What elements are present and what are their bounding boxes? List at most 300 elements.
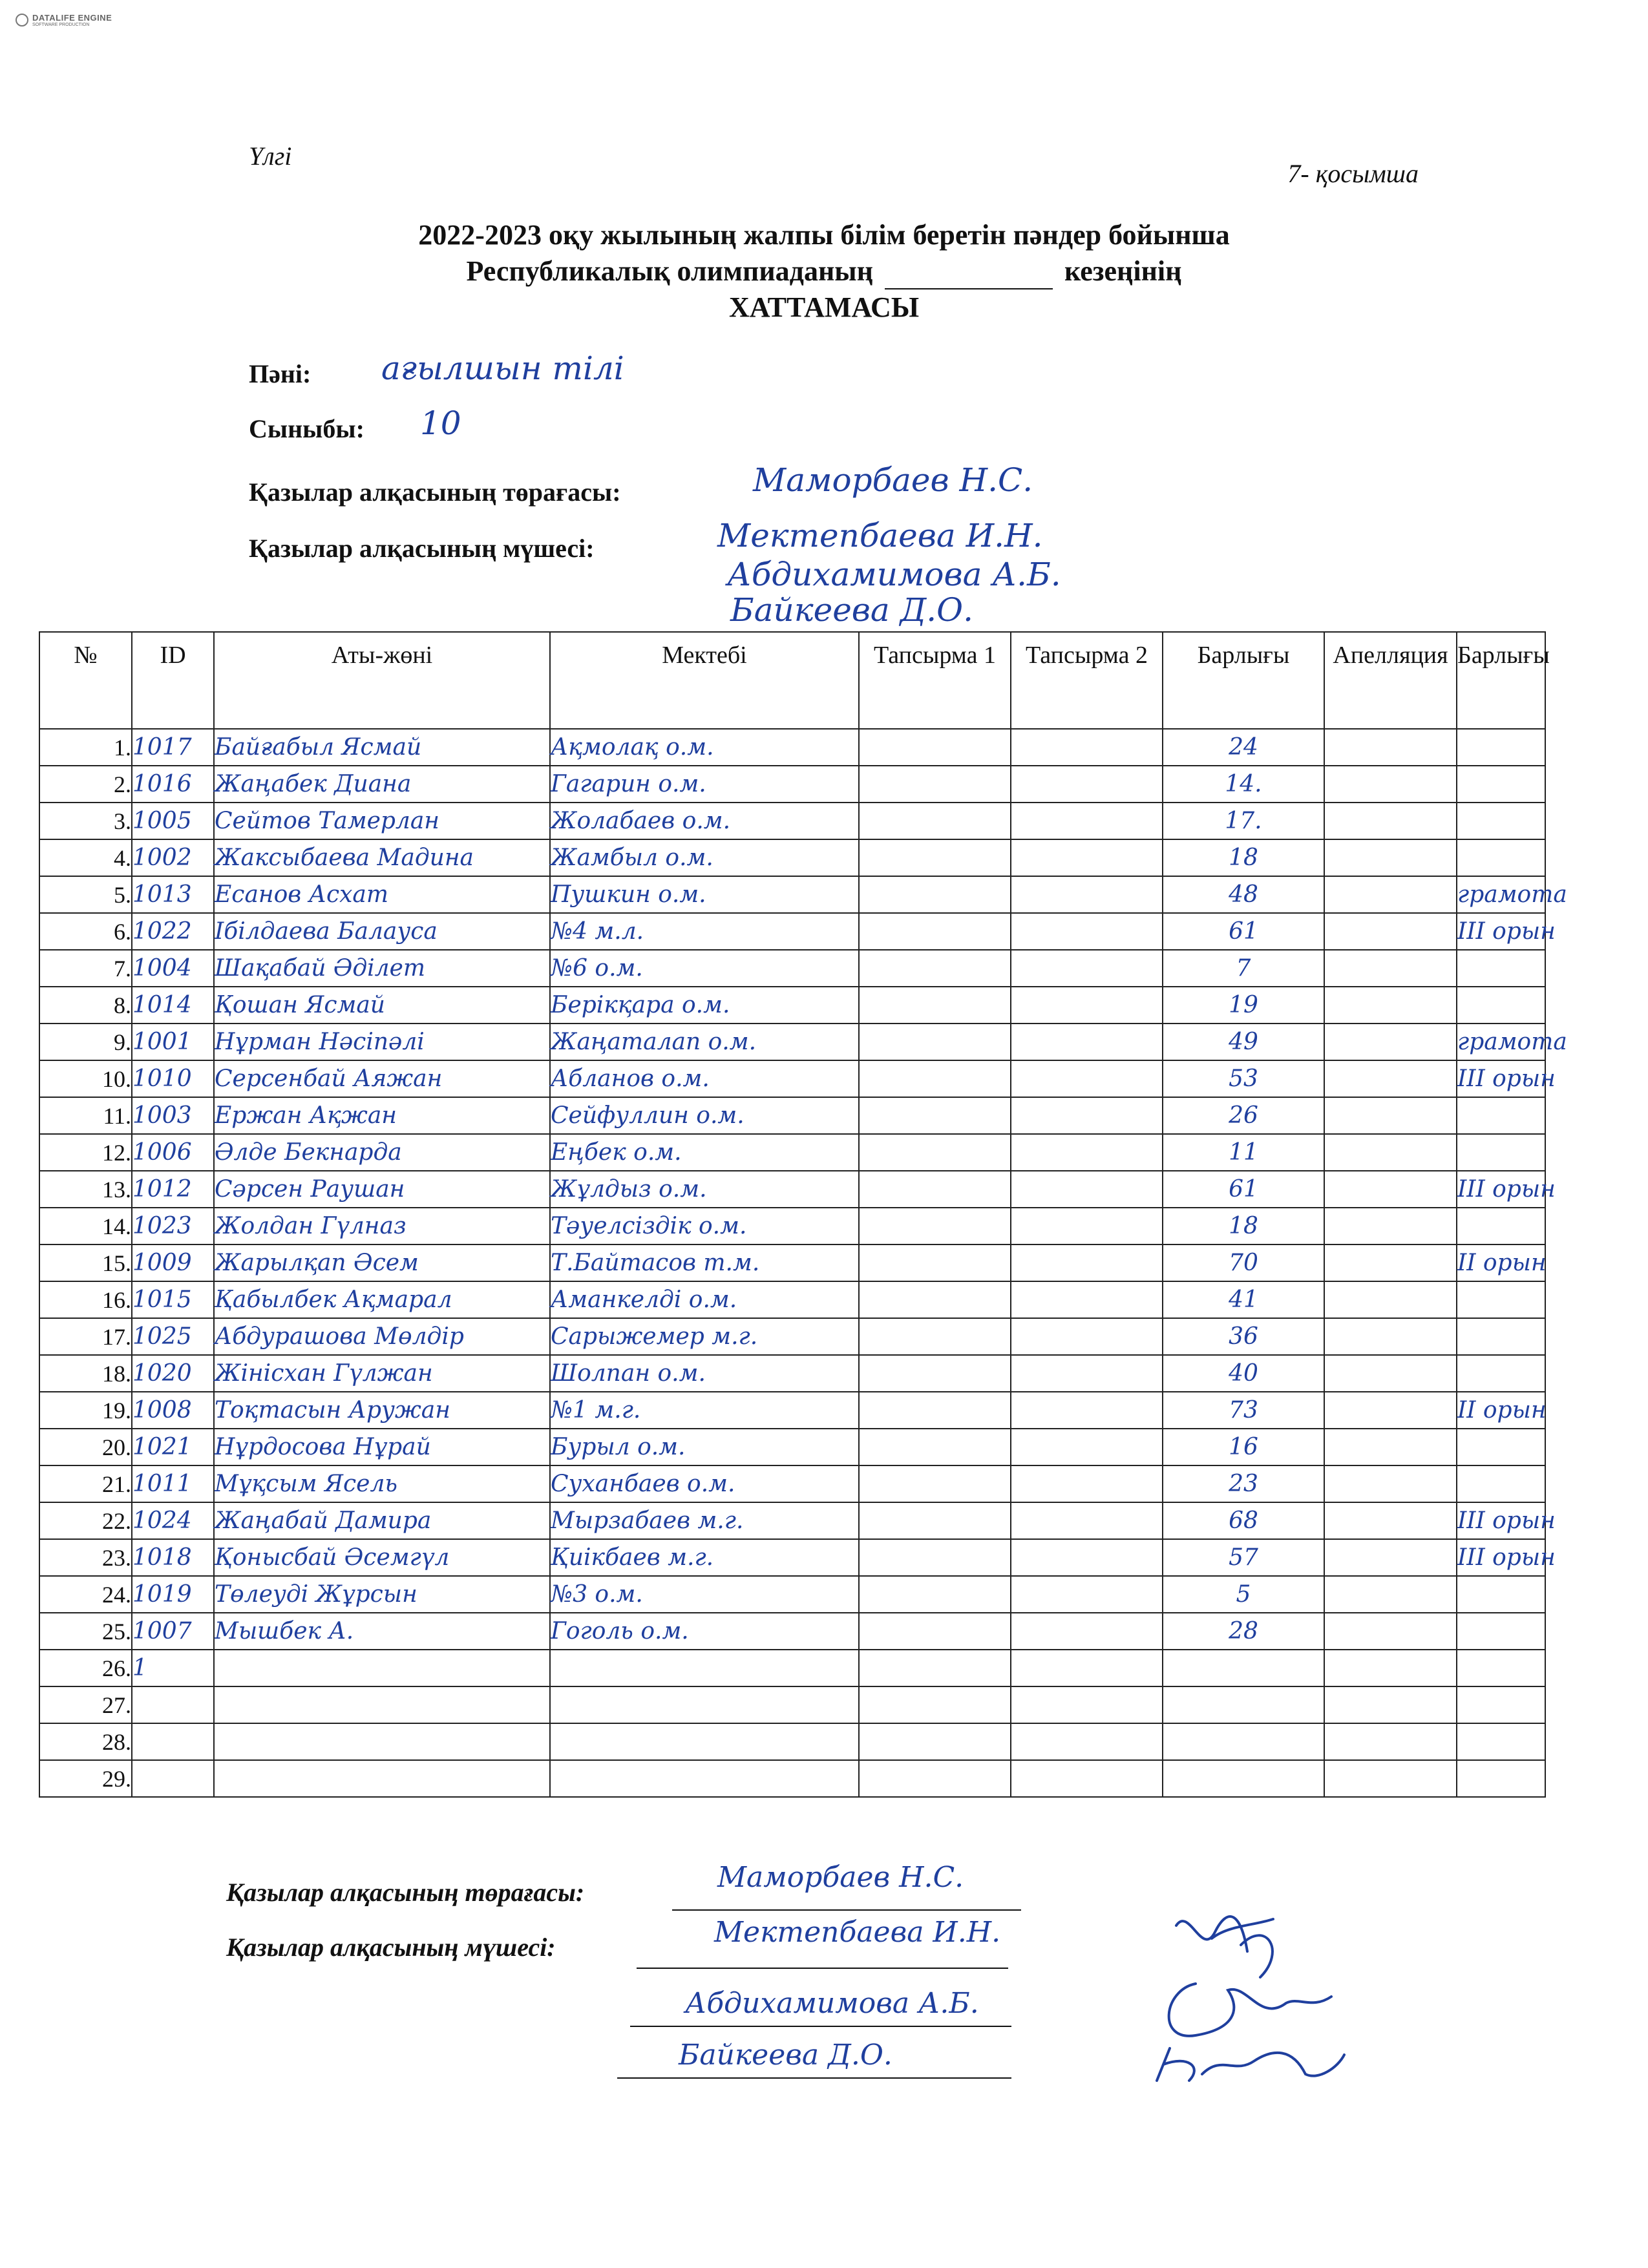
- member-3: Байкеева Д.О.: [730, 591, 974, 629]
- row-total: 40: [1163, 1355, 1324, 1392]
- row-appeal: [1324, 766, 1457, 803]
- row-total: 48: [1163, 876, 1324, 913]
- row-task1: [859, 1576, 1011, 1613]
- row-number: 21.: [39, 1465, 132, 1502]
- row-task2: [1011, 1539, 1163, 1576]
- row-id: 1010: [132, 1060, 214, 1097]
- row-task2: [1011, 1650, 1163, 1686]
- footer-member-3: Байкеева Д.О.: [679, 2039, 893, 2072]
- row-task2: [1011, 1465, 1163, 1502]
- table-row: [39, 729, 1545, 766]
- header-task2: Тапсырма 2: [1011, 632, 1163, 729]
- row-task1: [859, 950, 1011, 987]
- row-name: Әлде Бекнарда: [214, 1134, 550, 1171]
- row-task1: [859, 1723, 1011, 1760]
- row-school: Т.Байтасов т.м.: [550, 1244, 859, 1281]
- row-name: Есанов Асхат: [214, 876, 550, 913]
- row-task1: [859, 913, 1011, 950]
- row-appeal: [1324, 1650, 1457, 1686]
- row-award: III орын: [1457, 1060, 1545, 1097]
- row-total: 23: [1163, 1465, 1324, 1502]
- row-school: Пушкин о.м.: [550, 876, 859, 913]
- row-id: 1015: [132, 1281, 214, 1318]
- row-name: Сейтов Тамерлан: [214, 803, 550, 839]
- table-row: [39, 1723, 1545, 1760]
- row-task1: [859, 1060, 1011, 1097]
- row-school: Жұлдыз о.м.: [550, 1171, 859, 1208]
- doc-title-line2-before: Республикалық олимпиаданың: [466, 255, 873, 287]
- row-award: II орын: [1457, 1244, 1545, 1281]
- row-task2: [1011, 1760, 1163, 1797]
- row-appeal: [1324, 1576, 1457, 1613]
- header-appeal: Апелляция: [1324, 632, 1457, 729]
- row-award: [1457, 1576, 1545, 1613]
- row-name: Нұрман Нәсіпәлі: [214, 1024, 550, 1060]
- row-number: 15.: [39, 1244, 132, 1281]
- header-task1: Тапсырма 1: [859, 632, 1011, 729]
- row-total: 28: [1163, 1613, 1324, 1650]
- row-task2: [1011, 1686, 1163, 1723]
- row-id: 1007: [132, 1613, 214, 1650]
- table-row: [39, 1429, 1545, 1465]
- row-appeal: [1324, 1097, 1457, 1134]
- row-task1: [859, 1024, 1011, 1060]
- row-total: 49: [1163, 1024, 1324, 1060]
- row-id: 1018: [132, 1539, 214, 1576]
- stage-blank: [885, 262, 1053, 289]
- watermark-subtitle: SOFTWARE PRODUCTION: [32, 23, 90, 27]
- row-task2: [1011, 1134, 1163, 1171]
- row-award: III орын: [1457, 1502, 1545, 1539]
- row-task1: [859, 729, 1011, 766]
- footer-member-2: Абдихамимова А.Б.: [685, 1987, 979, 2020]
- row-id: 1023: [132, 1208, 214, 1244]
- subject-field: [249, 350, 624, 389]
- row-name: [214, 1650, 550, 1686]
- row-number: 29.: [39, 1760, 132, 1797]
- row-number: 20.: [39, 1429, 132, 1465]
- row-task2: [1011, 839, 1163, 876]
- table-row: [39, 803, 1545, 839]
- row-number: 5.: [39, 876, 132, 913]
- row-award: грамота: [1457, 1024, 1545, 1060]
- row-school: Суханбаев о.м.: [550, 1465, 859, 1502]
- row-name: Жаксыбаева Мадина: [214, 839, 550, 876]
- row-task1: [859, 1613, 1011, 1650]
- row-total: [1163, 1686, 1324, 1723]
- row-appeal: [1324, 839, 1457, 876]
- row-task2: [1011, 1355, 1163, 1392]
- row-award: [1457, 766, 1545, 803]
- footer-chair-value: Маморбаев Н.С.: [717, 1861, 964, 1894]
- row-award: II орын: [1457, 1392, 1545, 1429]
- row-appeal: [1324, 1281, 1457, 1318]
- table-row: [39, 1502, 1545, 1539]
- row-id: 1012: [132, 1171, 214, 1208]
- row-total: 16: [1163, 1429, 1324, 1465]
- row-award: [1457, 803, 1545, 839]
- row-id: 1002: [132, 839, 214, 876]
- row-number: 26.: [39, 1650, 132, 1686]
- row-school: Ақмолақ о.м.: [550, 729, 859, 766]
- row-task2: [1011, 803, 1163, 839]
- row-task1: [859, 1318, 1011, 1355]
- row-appeal: [1324, 1171, 1457, 1208]
- row-school: Шолпан о.м.: [550, 1355, 859, 1392]
- row-total: 73: [1163, 1392, 1324, 1429]
- row-appeal: [1324, 1244, 1457, 1281]
- row-school: Гагарин о.м.: [550, 766, 859, 803]
- row-name: Ібілдаева Балауса: [214, 913, 550, 950]
- row-name: Серсенбай Аяжан: [214, 1060, 550, 1097]
- row-award: [1457, 1686, 1545, 1723]
- row-name: Байғабыл Ясмай: [214, 729, 550, 766]
- row-name: Қошан Ясмай: [214, 987, 550, 1024]
- row-school: Жаңаталап о.м.: [550, 1024, 859, 1060]
- row-total: [1163, 1650, 1324, 1686]
- row-name: Шақабай Әділет: [214, 950, 550, 987]
- row-total: 53: [1163, 1060, 1324, 1097]
- row-school: №3 о.м.: [550, 1576, 859, 1613]
- row-name: Жарылқап Әсем: [214, 1244, 550, 1281]
- row-number: 16.: [39, 1281, 132, 1318]
- row-award: [1457, 1429, 1545, 1465]
- row-name: Ержан Ақжан: [214, 1097, 550, 1134]
- row-number: 7.: [39, 950, 132, 987]
- row-award: [1457, 1318, 1545, 1355]
- row-name: Нұрдосова Нұрай: [214, 1429, 550, 1465]
- table-row: [39, 1576, 1545, 1613]
- row-number: 12.: [39, 1134, 132, 1171]
- table-row: [39, 876, 1545, 913]
- row-school: [550, 1760, 859, 1797]
- grade-value: 10: [420, 404, 461, 442]
- row-task1: [859, 1208, 1011, 1244]
- row-appeal: [1324, 1208, 1457, 1244]
- row-name: Жаңабай Дамира: [214, 1502, 550, 1539]
- row-school: Жамбыл о.м.: [550, 839, 859, 876]
- table-row: [39, 1244, 1545, 1281]
- row-award: III орын: [1457, 1539, 1545, 1576]
- row-id: 1009: [132, 1244, 214, 1281]
- row-task2: [1011, 1281, 1163, 1318]
- row-task1: [859, 1686, 1011, 1723]
- row-id: 1008: [132, 1392, 214, 1429]
- row-appeal: [1324, 1686, 1457, 1723]
- row-id: 1014: [132, 987, 214, 1024]
- row-name: [214, 1760, 550, 1797]
- row-number: 13.: [39, 1171, 132, 1208]
- row-appeal: [1324, 1060, 1457, 1097]
- header-number: №: [39, 632, 132, 729]
- table-row: [39, 839, 1545, 876]
- row-id: 1025: [132, 1318, 214, 1355]
- chair-label: Қазылар алқасының төрағасы:: [249, 478, 621, 507]
- member-2: Абдихамимова А.Б.: [727, 556, 1061, 593]
- row-task2: [1011, 1429, 1163, 1465]
- row-total: 70: [1163, 1244, 1324, 1281]
- table-row: [39, 1171, 1545, 1208]
- row-task1: [859, 1355, 1011, 1392]
- protocol-table: [39, 631, 1567, 1798]
- table-row: [39, 1281, 1545, 1318]
- row-award: [1457, 1134, 1545, 1171]
- row-number: 1.: [39, 729, 132, 766]
- row-task2: [1011, 913, 1163, 950]
- table-row: [39, 1465, 1545, 1502]
- row-school: [550, 1650, 859, 1686]
- row-number: 24.: [39, 1576, 132, 1613]
- row-number: 3.: [39, 803, 132, 839]
- row-school: Жолабаев о.м.: [550, 803, 859, 839]
- row-appeal: [1324, 913, 1457, 950]
- row-school: №4 м.л.: [550, 913, 859, 950]
- row-award: [1457, 1650, 1545, 1686]
- row-number: 23.: [39, 1539, 132, 1576]
- row-school: Гоголь о.м.: [550, 1613, 859, 1650]
- chair-field: [249, 461, 1033, 507]
- footer-member-label: Қазылар алқасының мүшесі:: [226, 1933, 556, 1962]
- row-award: [1457, 1281, 1545, 1318]
- row-school: Тәуелсіздік о.м.: [550, 1208, 859, 1244]
- signatures-scribble: [1150, 1900, 1357, 2094]
- table-row: [39, 1060, 1545, 1097]
- row-school: Сейфуллин о.м.: [550, 1097, 859, 1134]
- row-total: 24: [1163, 729, 1324, 766]
- row-appeal: [1324, 987, 1457, 1024]
- row-name: Жаңабек Диана: [214, 766, 550, 803]
- row-task1: [859, 1465, 1011, 1502]
- row-id: 1019: [132, 1576, 214, 1613]
- table-row: [39, 1355, 1545, 1392]
- table-row: [39, 950, 1545, 987]
- member-1: Мектепбаева И.Н.: [717, 517, 1043, 554]
- row-id: 1: [132, 1650, 214, 1686]
- row-total: 61: [1163, 913, 1324, 950]
- row-award: III орын: [1457, 1171, 1545, 1208]
- table-row: [39, 1539, 1545, 1576]
- row-number: 2.: [39, 766, 132, 803]
- logo-ring-icon: [16, 14, 28, 26]
- row-appeal: [1324, 950, 1457, 987]
- row-number: 4.: [39, 839, 132, 876]
- row-total: 26: [1163, 1097, 1324, 1134]
- row-task2: [1011, 1318, 1163, 1355]
- row-id: 1017: [132, 729, 214, 766]
- row-award: [1457, 950, 1545, 987]
- table-row: [39, 1392, 1545, 1429]
- row-award: грамота: [1457, 876, 1545, 913]
- row-id: [132, 1686, 214, 1723]
- row-id: 1001: [132, 1024, 214, 1060]
- row-appeal: [1324, 1760, 1457, 1797]
- header-id: ID: [132, 632, 214, 729]
- row-task1: [859, 1539, 1011, 1576]
- row-name: [214, 1723, 550, 1760]
- row-task2: [1011, 1723, 1163, 1760]
- row-name: Қонысбай Әсемгүл: [214, 1539, 550, 1576]
- row-appeal: [1324, 1429, 1457, 1465]
- row-total: 57: [1163, 1539, 1324, 1576]
- table-row: [39, 1760, 1545, 1797]
- header-total: Барлығы: [1163, 632, 1324, 729]
- sample-label: Үлгі: [249, 142, 292, 171]
- row-task1: [859, 1171, 1011, 1208]
- row-number: 28.: [39, 1723, 132, 1760]
- row-id: 1024: [132, 1502, 214, 1539]
- header-final-total: Барлығы: [1457, 632, 1545, 729]
- row-appeal: [1324, 1613, 1457, 1650]
- row-award: III орын: [1457, 913, 1545, 950]
- row-task1: [859, 803, 1011, 839]
- row-number: 25.: [39, 1613, 132, 1650]
- row-total: 36: [1163, 1318, 1324, 1355]
- row-award: [1457, 729, 1545, 766]
- table-row: [39, 766, 1545, 803]
- row-appeal: [1324, 1024, 1457, 1060]
- row-appeal: [1324, 729, 1457, 766]
- subject-label: Пәні:: [249, 359, 312, 388]
- row-school: Сарыжемер м.г.: [550, 1318, 859, 1355]
- header-school: Мектебі: [550, 632, 859, 729]
- row-task1: [859, 1134, 1011, 1171]
- row-total: 61: [1163, 1171, 1324, 1208]
- row-id: 1011: [132, 1465, 214, 1502]
- row-appeal: [1324, 1355, 1457, 1392]
- row-award: [1457, 839, 1545, 876]
- row-total: 18: [1163, 1208, 1324, 1244]
- row-number: 6.: [39, 913, 132, 950]
- row-award: [1457, 1723, 1545, 1760]
- row-award: [1457, 1355, 1545, 1392]
- row-award: [1457, 1208, 1545, 1244]
- row-award: [1457, 1760, 1545, 1797]
- row-total: 7: [1163, 950, 1324, 987]
- member-field: [249, 533, 595, 563]
- table-row: [39, 1686, 1545, 1723]
- row-name: [214, 1686, 550, 1723]
- footer-chair-label: Қазылар алқасының төрағасы:: [226, 1878, 585, 1907]
- table-row: [39, 1650, 1545, 1686]
- row-task1: [859, 1097, 1011, 1134]
- row-task1: [859, 1760, 1011, 1797]
- row-task2: [1011, 1097, 1163, 1134]
- row-name: Абдурашова Мөлдір: [214, 1318, 550, 1355]
- watermark-logo: [16, 13, 112, 27]
- row-task2: [1011, 1392, 1163, 1429]
- row-task2: [1011, 766, 1163, 803]
- row-task2: [1011, 950, 1163, 987]
- row-name: Жінісхан Гүлжан: [214, 1355, 550, 1392]
- row-name: Қабылбек Ақмарал: [214, 1281, 550, 1318]
- watermark-title: DATALIFE ENGINE: [32, 13, 112, 23]
- row-appeal: [1324, 803, 1457, 839]
- doc-title-line2: [0, 253, 1648, 289]
- row-total: 5: [1163, 1576, 1324, 1613]
- row-number: 11.: [39, 1097, 132, 1134]
- row-number: 8.: [39, 987, 132, 1024]
- row-school: №1 м.г.: [550, 1392, 859, 1429]
- row-task1: [859, 1429, 1011, 1465]
- row-appeal: [1324, 876, 1457, 913]
- row-task2: [1011, 1024, 1163, 1060]
- row-school: Абланов о.м.: [550, 1060, 859, 1097]
- row-total: 18: [1163, 839, 1324, 876]
- row-number: 22.: [39, 1502, 132, 1539]
- row-award: [1457, 987, 1545, 1024]
- member-label: Қазылар алқасының мүшесі:: [249, 534, 595, 563]
- row-id: 1004: [132, 950, 214, 987]
- doc-title-line2-after: кезеңінің: [1064, 255, 1182, 287]
- row-task2: [1011, 1208, 1163, 1244]
- row-task2: [1011, 1613, 1163, 1650]
- row-total: 68: [1163, 1502, 1324, 1539]
- row-id: [132, 1723, 214, 1760]
- row-number: 27.: [39, 1686, 132, 1723]
- row-appeal: [1324, 1465, 1457, 1502]
- row-name: Мышбек А.: [214, 1613, 550, 1650]
- table-row: [39, 913, 1545, 950]
- row-id: 1003: [132, 1097, 214, 1134]
- table-row: [39, 1134, 1545, 1171]
- row-total: 19: [1163, 987, 1324, 1024]
- row-task1: [859, 1281, 1011, 1318]
- row-appeal: [1324, 1502, 1457, 1539]
- row-number: 17.: [39, 1318, 132, 1355]
- row-appeal: [1324, 1134, 1457, 1171]
- row-name: Төлеуді Жұрсын: [214, 1576, 550, 1613]
- row-task2: [1011, 1576, 1163, 1613]
- table-row: [39, 1097, 1545, 1134]
- row-id: 1005: [132, 803, 214, 839]
- table-row: [39, 1208, 1545, 1244]
- row-task1: [859, 766, 1011, 803]
- row-task2: [1011, 1244, 1163, 1281]
- row-task1: [859, 1244, 1011, 1281]
- row-task2: [1011, 1060, 1163, 1097]
- row-task1: [859, 987, 1011, 1024]
- row-task2: [1011, 1171, 1163, 1208]
- row-school: Бурыл о.м.: [550, 1429, 859, 1465]
- row-name: Мұқсым Ясель: [214, 1465, 550, 1502]
- table-row: [39, 987, 1545, 1024]
- row-id: 1006: [132, 1134, 214, 1171]
- row-total: [1163, 1723, 1324, 1760]
- row-task2: [1011, 876, 1163, 913]
- chair-value: Маморбаев Н.С.: [753, 461, 1033, 499]
- row-id: 1022: [132, 913, 214, 950]
- row-id: 1013: [132, 876, 214, 913]
- row-number: 18.: [39, 1355, 132, 1392]
- row-total: [1163, 1760, 1324, 1797]
- doc-title-line3: ХАТТАМАСЫ: [728, 291, 920, 323]
- row-task1: [859, 839, 1011, 876]
- row-school: Мырзабаев м.г.: [550, 1502, 859, 1539]
- row-total: 11: [1163, 1134, 1324, 1171]
- row-total: 17.: [1163, 803, 1324, 839]
- row-id: 1016: [132, 766, 214, 803]
- row-name: Сәрсен Раушан: [214, 1171, 550, 1208]
- row-name: Жолдан Гүлназ: [214, 1208, 550, 1244]
- row-appeal: [1324, 1723, 1457, 1760]
- row-total: 41: [1163, 1281, 1324, 1318]
- doc-title-line1: 2022-2023 оқу жылының жалпы білім беретін пәндер бойынша: [418, 219, 1230, 251]
- row-task2: [1011, 729, 1163, 766]
- row-total: 14.: [1163, 766, 1324, 803]
- row-school: Қиікбаев м.г.: [550, 1539, 859, 1576]
- row-number: 10.: [39, 1060, 132, 1097]
- row-appeal: [1324, 1539, 1457, 1576]
